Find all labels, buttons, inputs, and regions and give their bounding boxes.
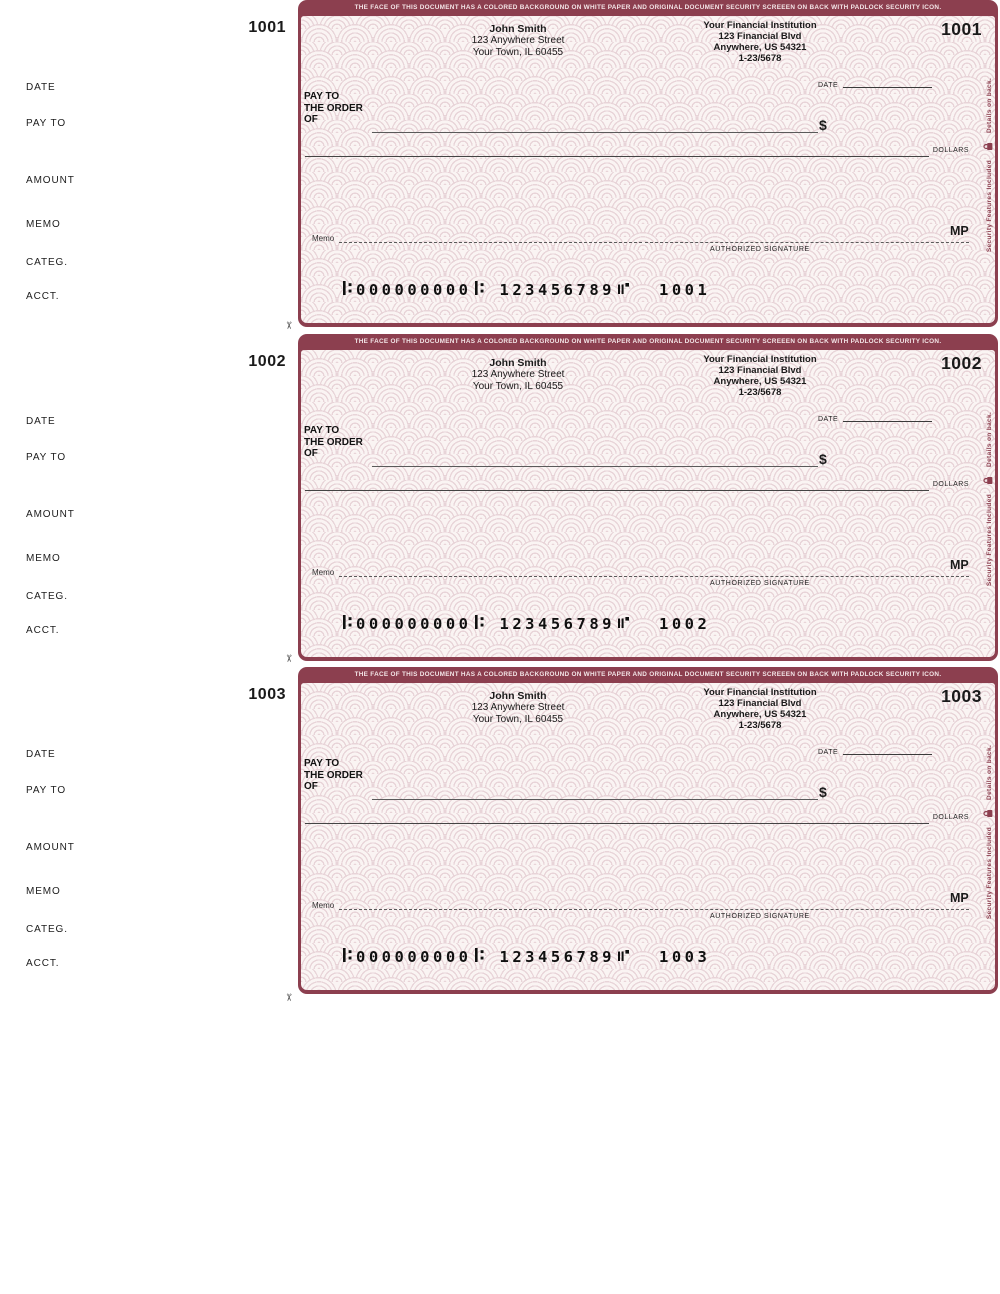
date-label: DATE [818, 749, 839, 756]
security-banner: THE FACE OF THIS DOCUMENT HAS A COLORED BACKGROUND ON WHITE PAPER AND ORIGINAL DOCUMENT SECURITY SCREEEN ON BACK WITH PADLOCK SECURITY ICON. [354, 338, 942, 345]
micr-account: 123456789 [499, 281, 615, 299]
memo-label: Memo [312, 234, 335, 243]
micr-routing: 000000000 [356, 948, 472, 966]
stub-label-memo: MEMO [26, 886, 61, 897]
payer-block [413, 23, 623, 59]
stub-label-category: CATEG. [26, 257, 68, 268]
pay-to-order-block [304, 758, 363, 793]
amount-words-field [305, 477, 969, 491]
bank-address-1: 123 Financial Blvd [718, 698, 802, 709]
pay-to-line-3: OF [304, 114, 318, 125]
memo-line[interactable] [339, 901, 642, 910]
details-on-back-text: Details on back. [985, 744, 993, 800]
check-number: 1003 [941, 686, 982, 706]
check-row [0, 0, 1000, 327]
micr-serial: 1003 [659, 948, 711, 966]
payee-line[interactable] [372, 124, 818, 133]
stub-label-account: ACCT. [26, 291, 60, 302]
micr-line [340, 280, 710, 300]
security-banner: THE FACE OF THIS DOCUMENT HAS A COLORED BACKGROUND ON WHITE PAPER AND ORIGINAL DOCUMENT SECURITY SCREEEN ON BACK WITH PADLOCK SECURITY ICON. [354, 671, 942, 678]
micr-routing: 000000000 [356, 615, 472, 633]
date-line[interactable] [843, 80, 932, 88]
bank-address-1: 123 Financial Blvd [718, 365, 802, 376]
check [298, 334, 998, 661]
micr-account: 123456789 [499, 615, 615, 633]
stub-label-account: ACCT. [26, 625, 60, 636]
bank-block [670, 20, 850, 64]
micr-transit-icon [343, 614, 353, 634]
bank-block [670, 354, 850, 398]
dollar-sign: $ [819, 784, 827, 800]
micr-transit-icon [343, 280, 353, 300]
security-edge-text [983, 15, 995, 315]
stub-label-amount: AMOUNT [26, 842, 75, 853]
security-banner: THE FACE OF THIS DOCUMENT HAS A COLORED BACKGROUND ON WHITE PAPER AND ORIGINAL DOCUMENT SECURITY SCREEEN ON BACK WITH PADLOCK SECURITY ICON. [354, 4, 942, 11]
payer-name: John Smith [489, 357, 547, 369]
stub-label-amount: AMOUNT [26, 509, 75, 520]
payer-address-1: 123 Anywhere Street [471, 702, 565, 713]
payer-address-1: 123 Anywhere Street [471, 369, 565, 380]
dollars-label: DOLLARS [932, 814, 969, 821]
micr-transit-icon [343, 947, 353, 967]
stub-label-date: DATE [26, 82, 56, 93]
stub-check-number: 1002 [248, 353, 286, 370]
date-field [818, 414, 932, 423]
payer-name: John Smith [489, 690, 547, 702]
bank-name: Your Financial Institution [703, 354, 817, 365]
authorized-signature-label: AUTHORIZED SIGNATURE [710, 580, 810, 587]
bank-address-2: Anywhere, US 54321 [713, 376, 807, 387]
check-face [301, 16, 995, 323]
padlock-icon [983, 142, 995, 151]
micr-line [340, 614, 710, 634]
stub-label-category: CATEG. [26, 924, 68, 935]
dollars-label: DOLLARS [932, 481, 969, 488]
pay-to-order-block [304, 425, 363, 460]
memo-label: Memo [312, 901, 335, 910]
date-line[interactable] [843, 414, 932, 422]
bank-fraction: 1-23/5678 [738, 387, 782, 398]
pay-to-line-2: THE ORDER [304, 436, 363, 448]
security-features-text: Security Features Included [985, 493, 993, 587]
pay-to-line-3: OF [304, 781, 318, 792]
stub-label-category: CATEG. [26, 591, 68, 602]
date-field [818, 747, 932, 756]
payer-block [413, 690, 623, 726]
check-row [0, 334, 1000, 661]
stub-label-memo: MEMO [26, 219, 61, 230]
micr-onus-icon [618, 947, 630, 967]
amount-words-line[interactable] [305, 810, 929, 824]
security-edge-text [983, 682, 995, 982]
bank-address-1: 123 Financial Blvd [718, 31, 802, 42]
check [298, 667, 998, 994]
stub-label-pay-to: PAY TO [26, 452, 67, 463]
micr-transit-icon [475, 280, 485, 300]
signature-line[interactable] [645, 568, 969, 577]
padlock-icon [983, 476, 995, 485]
memo-field [312, 234, 642, 243]
stub-label-date: DATE [26, 749, 56, 760]
signature-line[interactable] [645, 901, 969, 910]
check-number: 1002 [941, 353, 982, 373]
bank-block [670, 687, 850, 731]
amount-words-line[interactable] [305, 477, 929, 491]
pay-to-line-3: OF [304, 448, 318, 459]
check-stub [0, 0, 296, 327]
stub-label-account: ACCT. [26, 958, 60, 969]
signature-line[interactable] [645, 234, 969, 243]
payer-address-2: Your Town, IL 60455 [472, 714, 564, 725]
micr-routing: 000000000 [356, 281, 472, 299]
pay-to-order-block [304, 91, 363, 126]
micr-account: 123456789 [499, 948, 615, 966]
pay-to-line-1: PAY TO [304, 425, 340, 436]
check [298, 0, 998, 327]
bank-address-2: Anywhere, US 54321 [713, 709, 807, 720]
authorized-signature-label: AUTHORIZED SIGNATURE [710, 246, 810, 253]
payer-address-2: Your Town, IL 60455 [472, 381, 564, 392]
bank-fraction: 1-23/5678 [738, 720, 782, 731]
pay-to-line-2: THE ORDER [304, 769, 363, 781]
security-features-text: Security Features Included [985, 159, 993, 253]
pay-to-line-1: PAY TO [304, 91, 340, 102]
bank-fraction: 1-23/5678 [738, 53, 782, 64]
micr-onus-icon [618, 614, 630, 634]
date-label: DATE [818, 416, 839, 423]
amount-words-field [305, 143, 969, 157]
pay-to-line-1: PAY TO [304, 758, 340, 769]
stub-label-pay-to: PAY TO [26, 785, 67, 796]
dollars-label: DOLLARS [932, 147, 969, 154]
memo-line[interactable] [339, 234, 642, 243]
dollar-sign: $ [819, 117, 827, 133]
details-on-back-text: Details on back. [985, 411, 993, 467]
bank-name: Your Financial Institution [703, 687, 817, 698]
micr-serial: 1002 [659, 615, 711, 633]
check-stub [0, 667, 296, 994]
cut-mark: ✂ [282, 993, 294, 1002]
micr-line [340, 947, 710, 967]
bank-address-2: Anywhere, US 54321 [713, 42, 807, 53]
payer-address-1: 123 Anywhere Street [471, 35, 565, 46]
amount-words-field [305, 810, 969, 824]
cut-mark: ✂ [282, 321, 294, 330]
pay-to-line-2: THE ORDER [304, 102, 363, 114]
bank-name: Your Financial Institution [703, 20, 817, 31]
stub-check-number: 1001 [248, 19, 286, 36]
amount-words-line[interactable] [305, 143, 929, 157]
date-line[interactable] [843, 747, 932, 755]
micr-onus-icon [618, 280, 630, 300]
stub-check-number: 1003 [248, 686, 286, 703]
check-face [301, 683, 995, 990]
memo-label: Memo [312, 568, 335, 577]
date-field [818, 80, 932, 89]
cut-mark: ✂ [282, 654, 294, 663]
stub-label-memo: MEMO [26, 553, 61, 564]
security-features-text: Security Features Included [985, 826, 993, 920]
check-row [0, 667, 1000, 994]
memo-field [312, 568, 642, 577]
date-label: DATE [818, 82, 839, 89]
payer-name: John Smith [489, 23, 547, 35]
mp-mark: MP [950, 891, 969, 905]
payer-address-2: Your Town, IL 60455 [472, 47, 564, 58]
stub-label-date: DATE [26, 416, 56, 427]
stub-label-amount: AMOUNT [26, 175, 75, 186]
micr-transit-icon [475, 614, 485, 634]
stub-label-pay-to: PAY TO [26, 118, 67, 129]
padlock-icon [983, 809, 995, 818]
check-face [301, 350, 995, 657]
authorized-signature-label: AUTHORIZED SIGNATURE [710, 913, 810, 920]
mp-mark: MP [950, 558, 969, 572]
mp-mark: MP [950, 224, 969, 238]
payee-line[interactable] [372, 791, 818, 800]
details-on-back-text: Details on back. [985, 77, 993, 133]
payer-block [413, 357, 623, 393]
micr-transit-icon [475, 947, 485, 967]
micr-serial: 1001 [659, 281, 711, 299]
check-number: 1001 [941, 19, 982, 39]
dollar-sign: $ [819, 451, 827, 467]
memo-line[interactable] [339, 568, 642, 577]
payee-line[interactable] [372, 458, 818, 467]
memo-field [312, 901, 642, 910]
check-stub [0, 334, 296, 661]
security-edge-text [983, 349, 995, 649]
